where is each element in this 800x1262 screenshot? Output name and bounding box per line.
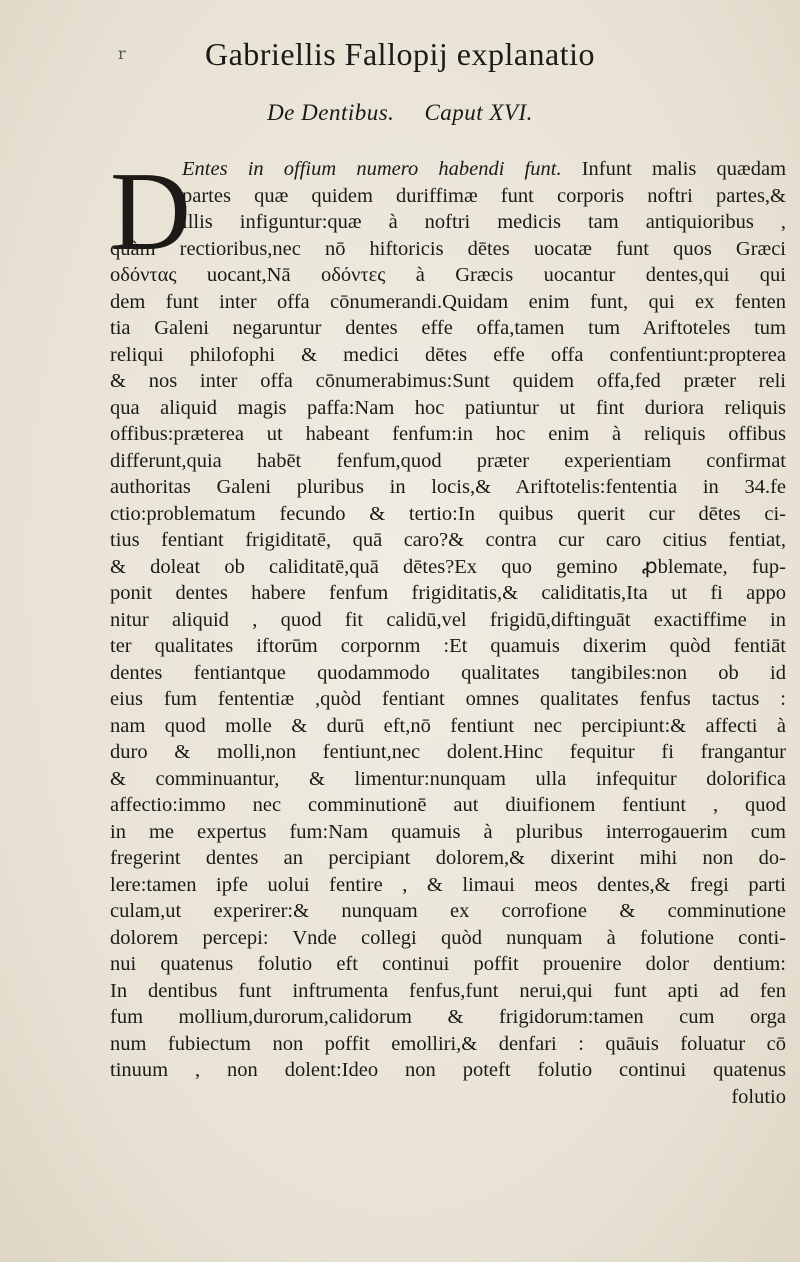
line-text: dolorem percepi: Vnde collegi quòd nunquam à folutione conti-: [110, 926, 786, 949]
text-line: [110, 580, 786, 607]
opening-phrase: Entes in offium numero habendi funt.: [182, 158, 562, 180]
text-line: [110, 315, 786, 342]
line-text: partes quæ quidem duriffimæ funt corporis noftri partes,&: [182, 184, 786, 207]
text-line: [110, 527, 786, 554]
text-line: [110, 501, 786, 528]
line-text: qua aliquid magis paffa:Nam hoc patiuntur ut fint duriora reliquis: [110, 396, 786, 419]
line-text: reliqui philofophi & medici dētes effe offa confentiunt:propterea: [110, 343, 786, 366]
line-text: ter qualitates iftorūm corpornm :Et quamuis dixerim quòd fentiāt: [110, 635, 786, 657]
text-line: [110, 633, 786, 660]
line-text: eius fum fententiæ ,quòd fentiant omnes qualitates fenfus tactus :: [110, 688, 786, 710]
text-line: [110, 686, 786, 713]
line-text: Infunt malis quædam: [561, 158, 786, 180]
line-text: differunt,quia habēt fenfum,quod præter experientiam confirmat: [110, 449, 786, 472]
drop-cap: D: [110, 150, 191, 274]
line-text: ponit dentes habere fenfum frigiditatis,& caliditatis,Ita ut fi appo: [110, 582, 786, 604]
line-text: ctio:problematum fecundo & tertio:In quibus querit cur dētes ci-: [110, 502, 786, 525]
line-text: authoritas Galeni pluribus in locis,& Ariftotelis:fententia in 34.fe: [110, 476, 786, 498]
text-line: [110, 1031, 786, 1058]
line-text: & nos inter offa cōnumerabimus:Sunt quidem offa,fed præter reli: [110, 370, 786, 392]
text-line: [110, 819, 786, 846]
corner-mark: r: [118, 44, 126, 63]
text-line: [110, 713, 786, 740]
text-line: [110, 739, 786, 766]
text-line: [110, 925, 786, 952]
chapter-title: De Dentibus.: [267, 100, 395, 125]
line-text: offibus:præterea ut habeant fenfum:in hoc enim à reliquis offibus: [110, 423, 786, 445]
text-line: [110, 421, 786, 448]
line-text: tius fentiant frigiditatē, quā caro?& contra cur caro citius fentiat,: [110, 529, 786, 551]
line-text: nitur aliquid , quod fit calidū,vel frigidū,diftinguāt exactiffime in: [110, 608, 786, 631]
line-text: illis infiguntur:quæ à noftri medicis tam antiquioribus ,: [182, 211, 786, 233]
line-text: & comminuantur, & limentur:nunquam ulla infequitur dolorifica: [110, 767, 786, 790]
text-line: [110, 236, 786, 263]
line-text: tinuum , non dolent:Ideo non poteft folutio continui quatenus: [110, 1059, 786, 1081]
line-text: οδόντας uocant,Nā οδόντες à Græcis uocantur dentes,qui qui: [110, 264, 786, 286]
line-text: In dentibus funt inftrumenta fenfus,funt nerui,qui funt apti ad fen: [110, 979, 786, 1002]
body-text: [110, 150, 786, 1110]
running-head: Gabriellis Fallopij explanatio: [204, 36, 596, 72]
chapter-number: Caput XVI.: [424, 100, 533, 125]
line-text: num fubiectum non poffit emolliri,& denfari : quāuis foluatur cō: [110, 1032, 786, 1055]
text-line: [110, 951, 786, 978]
text-line: [110, 792, 786, 819]
text-line: [110, 898, 786, 925]
line-text: in me expertus fum:Nam quamuis à pluribus interrogauerim cum: [110, 820, 786, 843]
line-text: fregerint dentes an percipiant dolorem,& dixerint mihi non do-: [110, 847, 786, 869]
text-line: [110, 474, 786, 501]
text-line: [110, 978, 786, 1005]
text-line: [110, 766, 786, 793]
line-text: lere:tamen ipfe uolui fentire , & limaui meos dentes,& fregi parti: [110, 873, 786, 896]
text-lines: [110, 150, 786, 1110]
line-text: nam quod molle & durū eft,nō fentiunt nec percipiunt:& affecti à: [110, 714, 786, 737]
chapter-heading: [0, 100, 800, 126]
line-text: dem funt inter offa cōnumerandi.Quidam enim funt, qui ex fenten: [110, 290, 786, 313]
line-text: affectio:immo nec comminutionē aut diuifionem fentiunt , quod: [110, 794, 786, 816]
line-text: fum mollium,durorum,calidorum & frigidorum:tamen cum orga: [110, 1006, 786, 1028]
text-line: [110, 845, 786, 872]
line-text: tia Galeni negaruntur dentes effe offa,tamen tum Ariftoteles tum: [110, 317, 786, 339]
text-line: [110, 209, 786, 236]
line-text: & doleat ob caliditatē,quā dētes?Ex quo gemino ꝓblemate, fup-: [110, 555, 786, 578]
text-line: [110, 183, 786, 210]
line-text: nui quatenus folutio eft continui poffit prouenire dolor dentium:: [110, 953, 786, 975]
text-line: [110, 262, 786, 289]
line-text: duro & molli,non fentiunt,nec dolent.Hinc fequitur fi frangantur: [110, 741, 786, 763]
text-line: [110, 448, 786, 475]
text-line: [110, 1004, 786, 1031]
text-line: [110, 395, 786, 422]
text-line: [110, 554, 786, 581]
text-line: [110, 1084, 786, 1111]
line-text: quàm rectioribus,nec nō hiftoricis dētes uocatæ funt quos Græci: [110, 237, 786, 260]
text-line: [110, 342, 786, 369]
text-line: [110, 368, 786, 395]
text-line: [110, 660, 786, 687]
line-text: culam,ut experirer:& nunquam ex corrofione & comminutione: [110, 900, 786, 922]
line-text: folutio: [731, 1085, 786, 1108]
text-line: [110, 872, 786, 899]
line-text: dentes fentiantque quodammodo qualitates tangibiles:non ob id: [110, 661, 786, 684]
text-line: [110, 607, 786, 634]
text-line: [110, 289, 786, 316]
text-line: [110, 156, 786, 183]
text-line: [110, 1057, 786, 1084]
